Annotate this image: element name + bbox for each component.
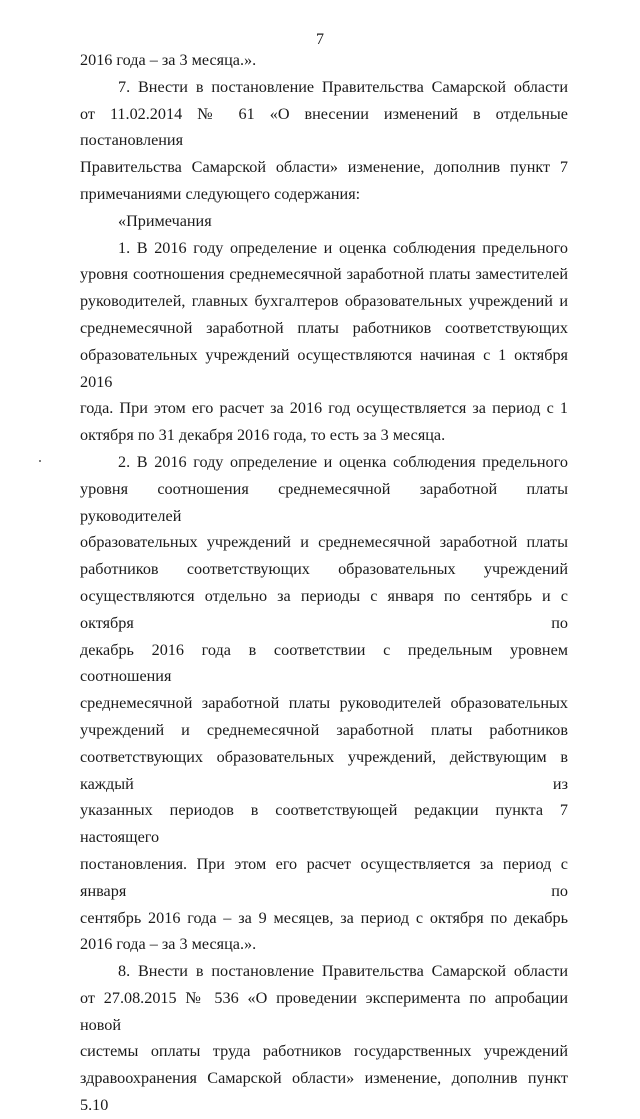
text-line: осуществляются отдельно за периоды с января по сентябрь и с октября по — [80, 586, 568, 632]
text-line: учреждений и среднемесячной заработной платы работников — [80, 720, 568, 739]
text-line: указанных периодов в соответствующей редакции пункта 7 настоящего — [80, 801, 568, 847]
text-line: 1. В 2016 году определение и оценка соблюдения предельного — [118, 238, 568, 257]
text-line: образовательных учреждений осуществляются начиная с 1 октября 2016 — [80, 345, 568, 391]
text-line: декабрь 2016 года в соответствии с предельным уровнем соотношения — [80, 640, 568, 686]
page-number: 7 — [316, 31, 324, 48]
text-line: здравоохранения Самарской области» изменение, дополнив пункт 5.10 — [80, 1069, 568, 1115]
text-line: образовательных учреждений и среднемесячной заработной платы — [80, 533, 568, 552]
notes-heading: «Примечания — [118, 211, 212, 230]
document-body — [80, 47, 568, 1119]
text-line: работников соответствующих образовательных учреждений — [80, 560, 568, 579]
text-line: постановления. При этом его расчет осуществляется за период с января по — [80, 854, 568, 900]
text-line: от 27.08.2015 № 536 «О проведении эксперимента по апробации новой — [80, 988, 568, 1034]
text-line: Правительства Самарской области» изменение, дополнив пункт 7 — [80, 158, 568, 177]
text-line: соответствующих образовательных учреждений, действующим в каждый из — [80, 747, 568, 793]
text-line: 8. Внести в постановление Правительства Самарской области — [118, 962, 568, 981]
text-line: года. При этом его расчет за 2016 год осуществляется за период с 1 — [80, 399, 568, 418]
text-line: уровня соотношения среднемесячной заработной платы заместителей — [80, 265, 568, 284]
text-line: сентябрь 2016 года – за 9 месяцев, за период с октября по декабрь — [80, 908, 568, 927]
text-line: от 11.02.2014 № 61 «О внесении изменений в отдельные постановления — [80, 104, 568, 150]
text-line: октября по 31 декабря 2016 года, то есть за 3 месяца. — [80, 426, 446, 445]
text-line: 7. Внести в постановление Правительства Самарской области — [118, 77, 568, 96]
text-line: 2016 года – за 3 месяца.». — [80, 51, 257, 69]
text-line: 2. В 2016 году определение и оценка соблюдения предельного — [118, 452, 568, 471]
text-line: руководителей, главных бухгалтеров образовательных учреждений и — [80, 292, 568, 311]
text-line: уровня соотношения среднемесячной заработной платы руководителей — [80, 479, 568, 525]
text-line: 2016 года – за 3 месяца.». — [80, 935, 257, 954]
text-line: среднемесячной заработной платы руководителей образовательных — [80, 694, 568, 713]
text-line: системы оплаты труда работников государственных учреждений — [80, 1042, 568, 1061]
scan-speck — [39, 460, 41, 462]
text-line: среднемесячной заработной платы работников соответствующих — [80, 318, 568, 337]
text-line: примечаниями следующего содержания: — [80, 184, 361, 203]
